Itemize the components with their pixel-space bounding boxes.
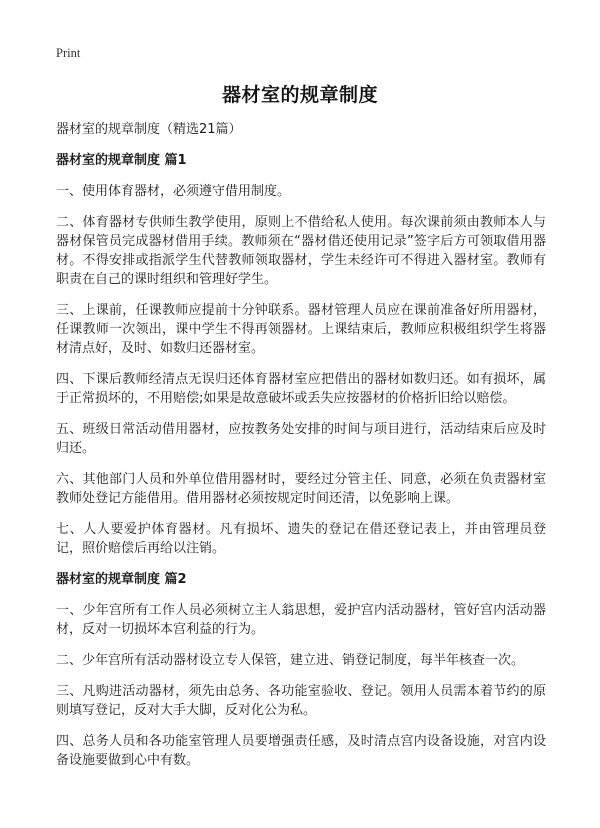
paragraph: 六、其他部门人员和外单位借用器材时，要经过分管主任、同意，必须在负责器材室教师处登记方能借用。借用器材必须按规定时间还清，以免影响上课。 [56,472,546,506]
paragraph: 二、少年宫所有活动器材设立专人保管，建立进、销登记制度，每半年核查一次。 [56,653,525,668]
paragraph: 一、少年宫所有工作人员必须树立主人翁思想，爱护宫内活动器材，管好宫内活动器材，反对一切损坏本宫利益的行为。 [56,603,546,637]
document-subtitle: 器材室的规章制度（精选21篇） [56,122,242,137]
paragraph: 三、凡购进活动器材，须先由总务、各功能室验收、登记。领用人员需本着节约的原则填写登记，反对大手大脚，反对化公为私。 [56,684,546,718]
paragraph: 三、上课前，任课教师应提前十分钟联系。器材管理人员应在课前准备好所用器材，任课教师一次领出，课中学生不得再领器材。上课结束后，教师应积极组织学生将器材清点好，及时、如数归还器材室。 [56,303,546,356]
document-body [56,120,546,782]
section-heading-2: 器材室的规章制度 篇2 [56,572,187,587]
section-heading-1: 器材室的规章制度 篇1 [56,153,187,168]
paragraph: 四、总务人员和各功能室管理人员要增强责任感，及时清点宫内设备设施，对宫内设备设施要做到心中有数。 [56,734,546,768]
print-label[interactable]: Print [56,46,81,60]
page-title: 器材室的规章制度 [221,84,378,106]
paragraph: 一、使用体育器材，必须遵守借用制度。 [56,184,291,199]
paragraph: 二、体育器材专供师生教学使用，原则上不借给私人使用。每次课前须由教师本人与器材保管员完成器材借用手续。教师须在“器材借还使用记录”签字后方可领取借用器材。不得安排或指派学生代替教师领取器材，学生未经许可不得进入器材室。教师有职责在自己的课时组织和管理好学生。 [56,215,546,287]
paragraph: 七、人人要爱护体育器材。凡有损坏、遗失的登记在借还登记表上，并由管理员登记，照价赔偿后再给以注销。 [56,522,546,556]
paragraph: 五、班级日常活动借用器材，应按教务处安排的时间与项目进行，活动结束后应及时归还。 [56,422,546,456]
paragraph: 四、下课后教师经清点无误归还体育器材室应把借出的器材如数归还。如有损坏，属于正常损坏的，不用赔偿;如果是故意破坏或丢失应按器材的价格折旧给以赔偿。 [56,372,546,406]
